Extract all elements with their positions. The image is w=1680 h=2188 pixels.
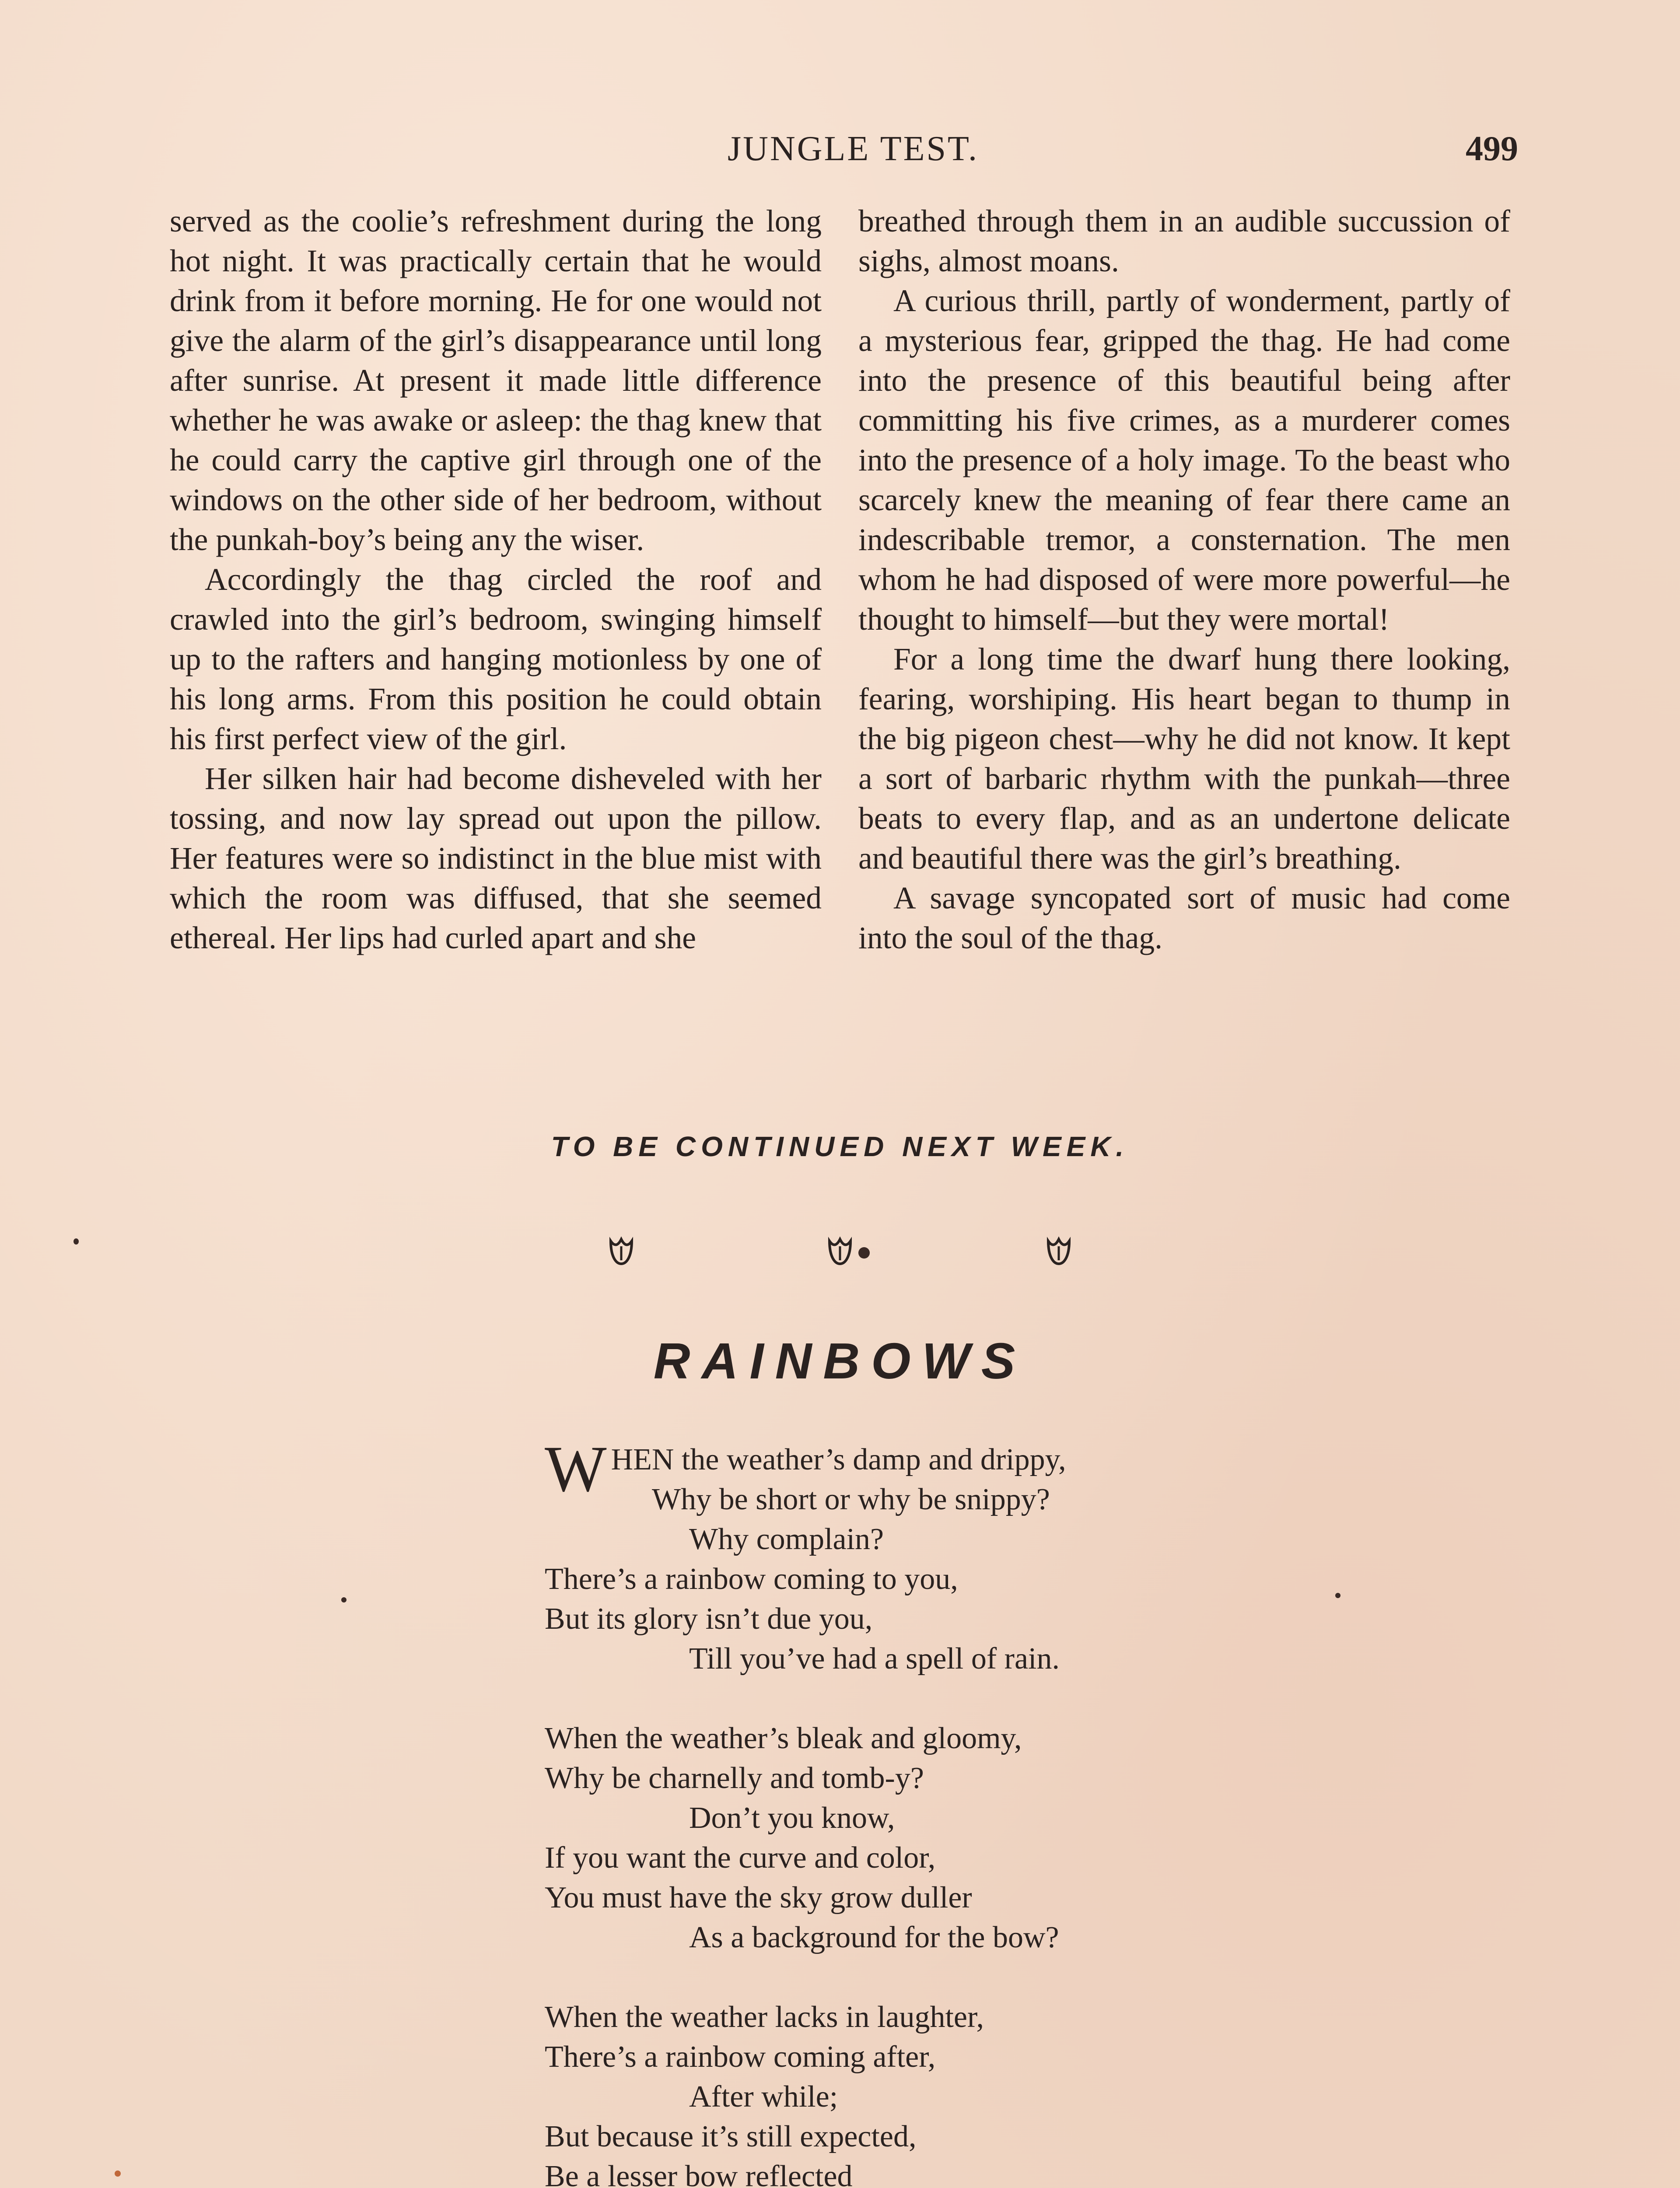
paragraph: breathed through them in an audible succussion of sighs, almost moans.: [858, 204, 1510, 278]
poem-line: As a background for the bow?: [689, 1921, 1059, 1954]
poem-stanza: [545, 1433, 1245, 1679]
story-column-left: [170, 201, 822, 958]
running-head: [0, 127, 1680, 175]
paragraph: A savage syncopated sort of music had come into the soul of the thag.: [858, 881, 1510, 955]
ink-dot: [858, 1247, 870, 1259]
poem: [545, 1433, 1245, 2188]
poem-stanza: [545, 1718, 1245, 1957]
continued-notice: TO BE CONTINUED NEXT WEEK.: [551, 1131, 1129, 1162]
drop-cap: W: [545, 1433, 607, 1505]
paragraph: Accordingly the thag circled the roof and crawled into the girl’s bedroom, swinging himself up to the rafters and hanging motionless by one of his long arms. From this position he could obtain his first perfect view of the girl.: [170, 562, 822, 756]
poem-line: Till you’ve had a spell of rain.: [689, 1642, 1060, 1676]
poem-line: There’s a rainbow coming after,: [545, 2040, 936, 2074]
poem-line-text: the weather’s damp and drippy,: [674, 1443, 1066, 1476]
ornament-divider: [604, 1234, 1076, 1273]
first-word-rest: HEN: [611, 1443, 674, 1476]
poem-title: RAINBOWS: [653, 1332, 1027, 1389]
tulip-ornament-icon: [1041, 1234, 1076, 1269]
poem-line: There’s a rainbow coming to you,: [545, 1562, 958, 1596]
poem-line: When the weather lacks in laughter,: [545, 2000, 984, 2034]
poem-line: After while;: [689, 2080, 838, 2114]
poem-line: Why be short or why be snippy?: [652, 1483, 1050, 1516]
poem-line: You must have the sky grow duller: [545, 1881, 972, 1914]
ink-speck: [341, 1597, 346, 1602]
paragraph: Her silken hair had become disheveled with her tossing, and now lay spread out upon the pillow. Her features were so indistinct in the blue mist with which the room was diffused, that she seemed ethereal. Her lips had curled apart and she: [170, 761, 822, 955]
ink-speck: [1335, 1593, 1340, 1598]
poem-line: Why complain?: [689, 1522, 884, 1556]
paragraph: For a long time the dwarf hung there looking, fearing, worshiping. His heart began to thump in the big pigeon chest—why he did not know. It kept a sort of barbaric rhythm with the punkah—three beats to every flap, and as an undertone delicate and beautiful there was the girl’s breathing.: [858, 642, 1510, 876]
tulip-ornament-icon: [822, 1234, 858, 1269]
poem-line: If you want the curve and color,: [545, 1841, 936, 1875]
tulip-ornament-icon: [604, 1234, 639, 1269]
poem-line: When the weather’s bleak and gloomy,: [545, 1722, 1022, 1755]
paragraph: served as the coolie’s refreshment during the long hot night. It was practically certain that he would drink from it before morning. He for one would not give the alarm of the girl’s disappearance until long after sunrise. At present it made little difference whether he was awake or asleep: the thag knew that he could carry the captive girl through one of the windows on the other side of her bedroom, without the punkah-boy’s being any the wiser.: [170, 204, 822, 557]
poem-line: Be a lesser bow reflected: [545, 2160, 853, 2188]
ink-speck: [115, 2170, 121, 2177]
page-number: 499: [1466, 130, 1518, 168]
story-column-right: [858, 201, 1510, 958]
running-title: JUNGLE TEST.: [728, 130, 979, 168]
poem-line: Don’t you know,: [689, 1801, 895, 1835]
paragraph: A curious thrill, partly of wonderment, partly of a mysterious fear, gripped the thag. He had come into the presence of this beautiful being after committing his five crimes, as a murderer comes into the presence of a holy image. To the beast who scarcely knew the meaning of fear there came an indescribable tremor, a consternation. The men whom he had disposed of were more powerful—he thought to himself—but they were mortal!: [858, 284, 1510, 637]
poem-line: But its glory isn’t due you,: [545, 1602, 873, 1636]
poem-line: Why be charnelly and tomb-y?: [545, 1761, 924, 1795]
ink-speck: [74, 1238, 79, 1245]
poem-stanza: [545, 1997, 1245, 2188]
poem-line: But because it’s still expected,: [545, 2120, 917, 2153]
